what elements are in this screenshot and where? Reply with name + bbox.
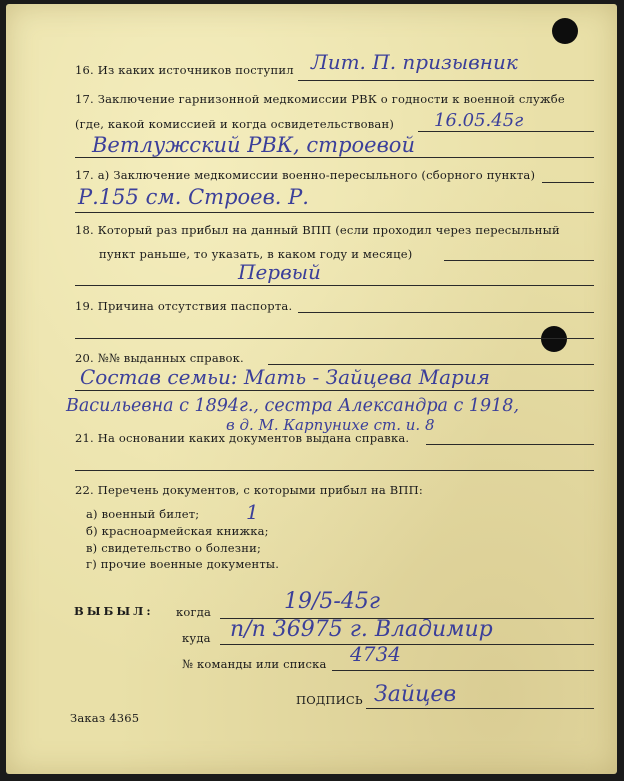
doc-item-b: б) красноармейская книжка; [86,524,269,538]
q16-underline [298,80,594,81]
q17a-label: 17. а) Заключение медкомиссии военно-пересыльного (сборного пункта) [75,168,536,182]
order-number: Заказ 4365 [70,711,140,725]
q20-underline-2 [75,390,594,391]
signature-label: ПОДПИСЬ [296,693,363,707]
q20-family-line-2: Васильевна с 1894г., сестра Александра с 1918, [66,396,520,416]
q17-underline-1 [418,131,594,132]
q21-underline-2 [75,470,594,471]
punch-hole-middle [541,326,567,352]
vybyl-label: ВЫБЫЛ: [74,604,154,618]
doc-item-d: г) прочие военные документы. [86,557,280,571]
q17-label: 17. Заключение гарнизонной медкомиссии РВК о годности к военной службе [75,92,565,106]
q21-label: 21. На основании каких документов выдана справка. [75,431,410,445]
q20-family-line-3: в д. М. Карпунихе ст. и. 8 [226,416,435,434]
team-underline [332,670,594,671]
punch-hole-top [552,18,578,44]
q18-underline-1 [444,260,594,261]
q21-underline-1 [426,444,594,445]
where-label: куда [182,631,211,645]
doc-item-c: в) свидетельство о болезни; [86,541,262,555]
q20-family-line-1: Состав семьи: Мать - Зайцева Мария [80,365,490,389]
team-number: 4734 [350,642,401,666]
q22-mark: 1 [246,500,259,524]
q17a-answer: Р.155 см. Строев. Р. [78,185,309,209]
q18-answer: Первый [238,260,321,284]
q17a-underline-1 [542,182,594,183]
q18-label: 18. Который раз прибыл на данный ВПП (если проходил через пересыльный [75,223,560,237]
q19-underline-1 [298,312,594,313]
when-label: когда [176,605,212,619]
q18-underline-2 [75,285,594,286]
q19-underline-2 [75,338,594,339]
signature-underline [366,708,594,709]
signature: Зайцев [374,682,457,707]
q16-answer: Лит. П. призывник [311,50,518,74]
q17-underline-2 [75,157,594,158]
q18-sublabel: пункт раньше, то указать, в каком году и месяце) [99,247,413,261]
q17-sublabel: (где, какой комиссией и когда освидетельствован) [75,117,395,131]
doc-item-a: а) военный билет; [86,507,200,521]
q16-label: 16. Из каких источников поступил [75,63,294,77]
q19-label: 19. Причина отсутствия паспорта. [75,299,293,313]
q20-label: 20. №№ выданных справок. [75,351,244,365]
q17-answer: Ветлужский РВК, строевой [92,133,415,157]
q22-label: 22. Перечень документов, с которыми прибыл на ВПП: [75,483,423,497]
document-page [6,4,617,774]
team-label: № команды или списка [182,657,327,671]
destination: п/п 36975 г. Владимир [230,617,493,642]
date-out: 19/5-45г [284,589,380,614]
where-underline [220,644,594,645]
q17-date: 16.05.45г [434,110,524,131]
q17a-underline-2 [75,212,594,213]
